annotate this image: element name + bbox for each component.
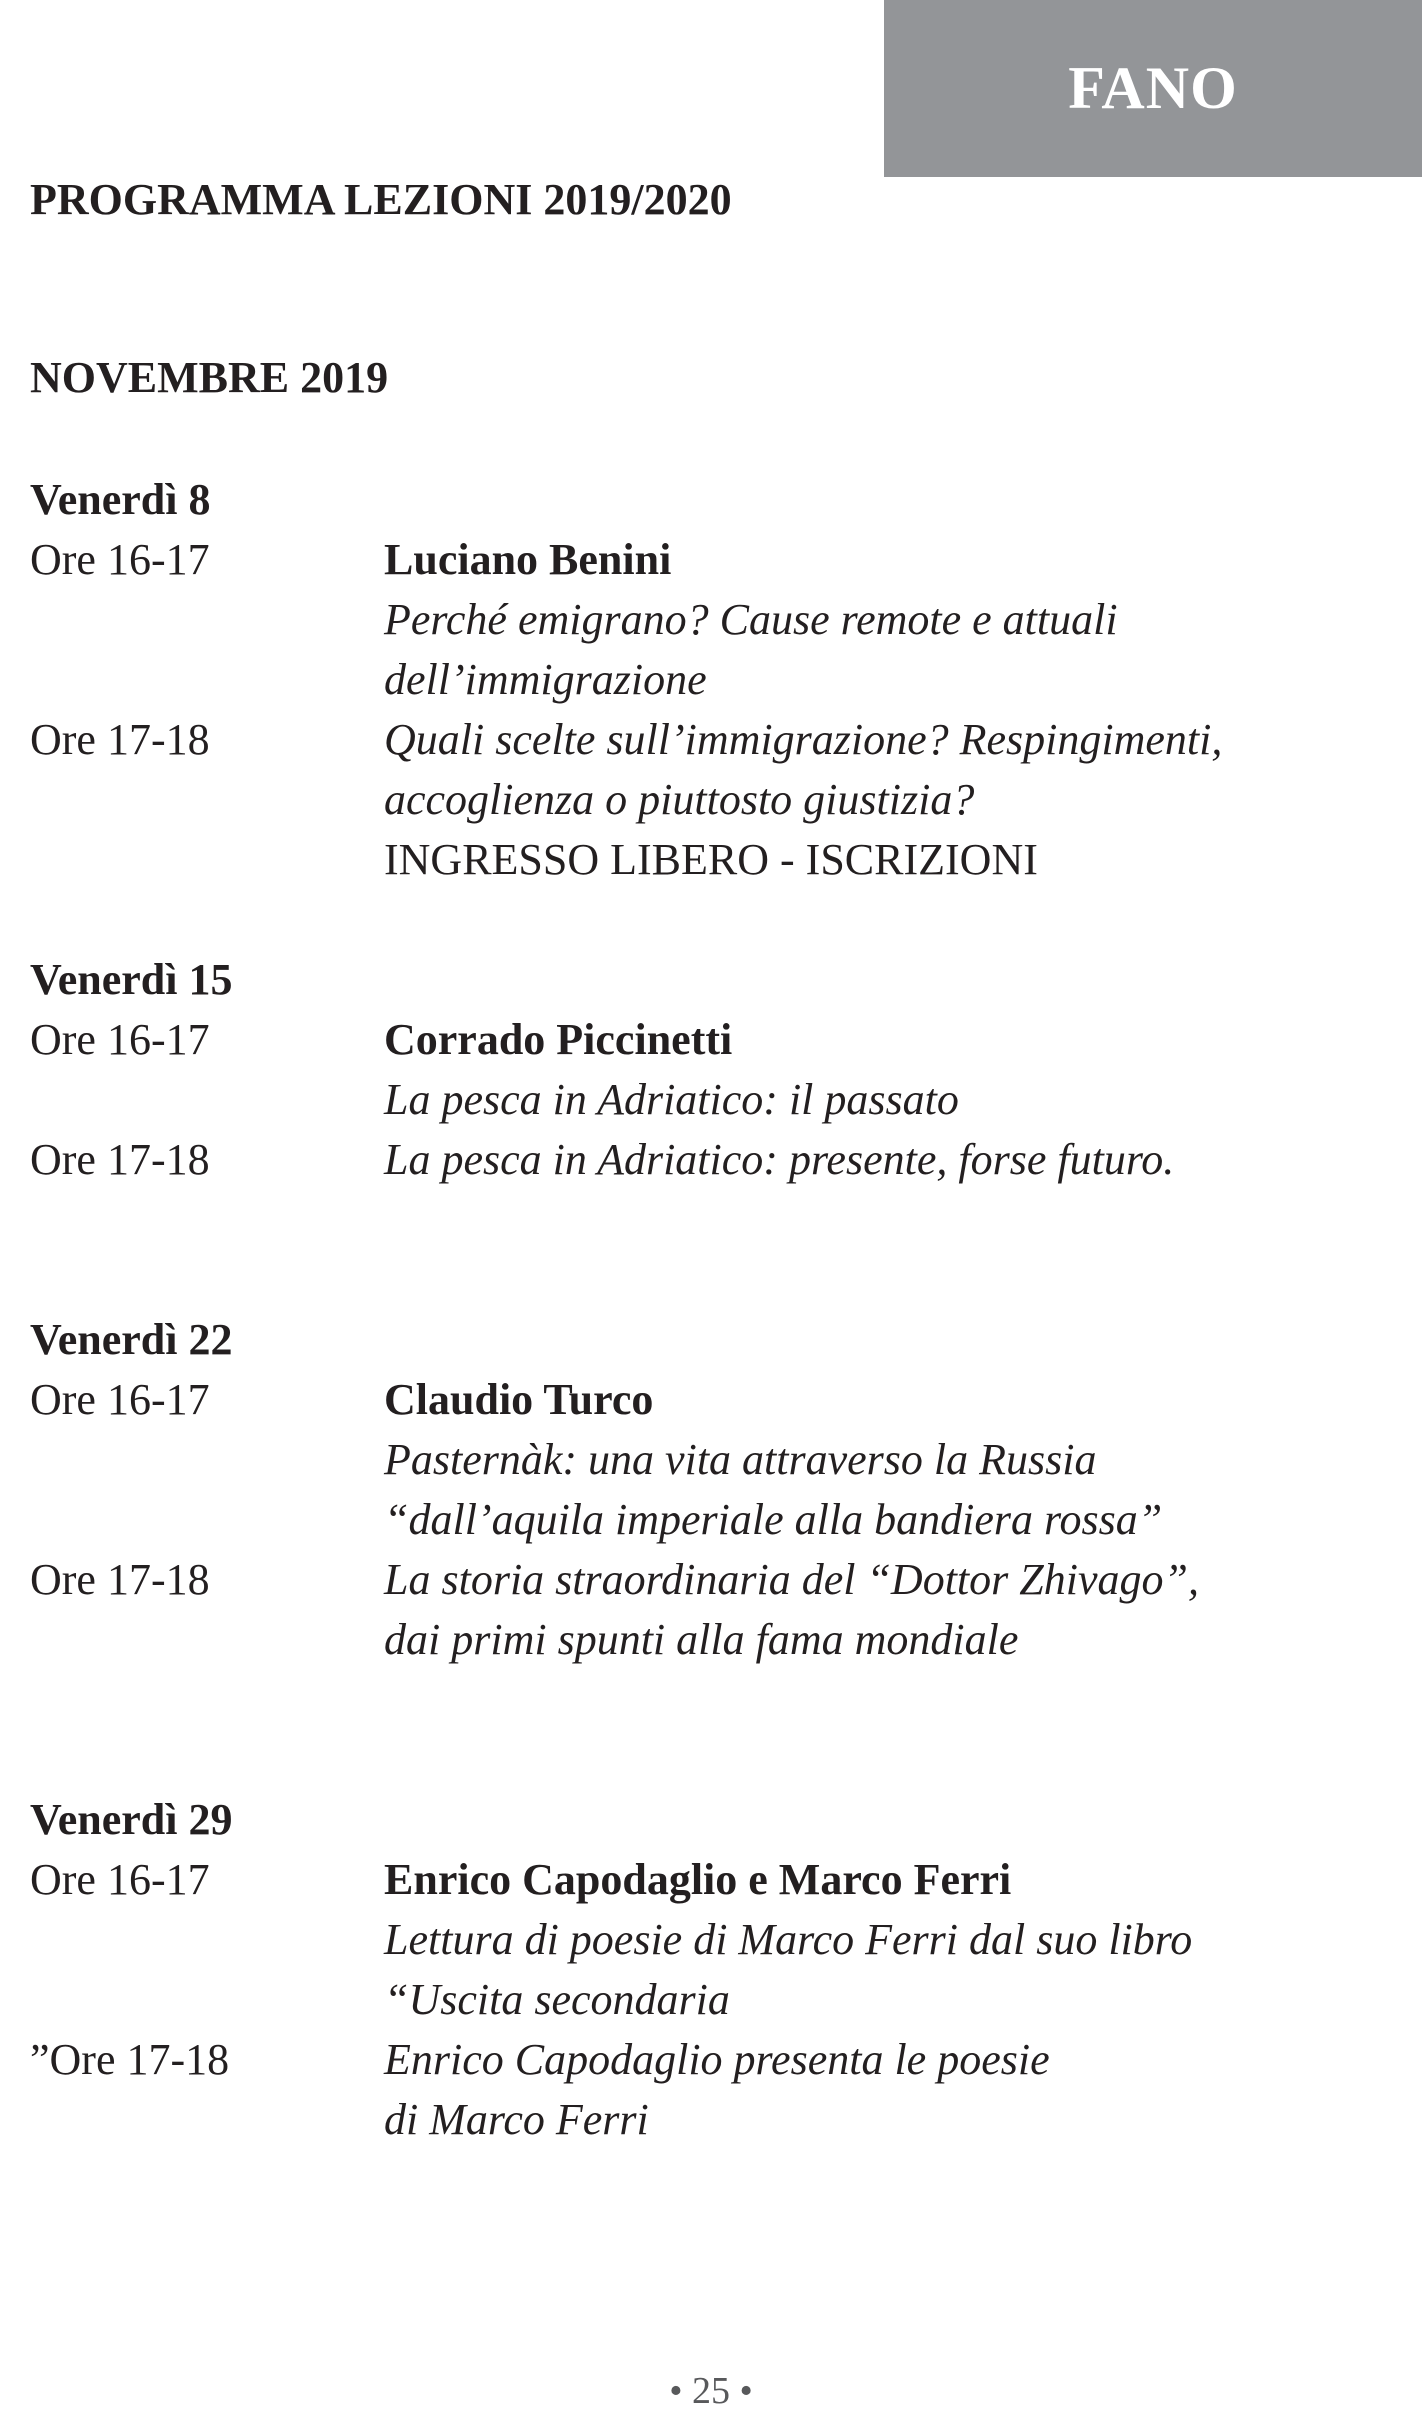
month-heading: NOVEMBRE 2019: [30, 353, 389, 402]
event-speaker: Luciano Benini: [384, 535, 672, 584]
event-talk-line: La pesca in Adriatico: il passato: [384, 1075, 959, 1124]
event-time: Ore 16-17: [30, 535, 210, 584]
event-talk-line: “dall’aquila imperiale alla bandiera rossa”: [384, 1495, 1163, 1544]
event-note: INGRESSO LIBERO - ISCRIZIONI: [384, 835, 1038, 884]
event-speaker: Corrado Piccinetti: [384, 1015, 733, 1064]
event-talk-line: Enrico Capodaglio presenta le poesie: [384, 2035, 1050, 2084]
event-talk-line: di Marco Ferri: [384, 2095, 649, 2144]
page-number: • 25 •: [669, 2370, 753, 2412]
event-talk-line: dell’immigrazione: [384, 655, 707, 704]
event-day: Venerdì 15: [30, 955, 233, 1004]
event-day: Venerdì 29: [30, 1795, 233, 1844]
event-day: Venerdì 8: [30, 475, 211, 524]
event-time: Ore 16-17: [30, 1855, 210, 1904]
event-talk-line: dai primi spunti alla fama mondiale: [384, 1615, 1019, 1664]
event-time: Ore 16-17: [30, 1375, 210, 1424]
event-talk-line: La storia straordinaria del “Dottor Zhivago”,: [384, 1555, 1199, 1604]
event-day: Venerdì 22: [30, 1315, 233, 1364]
event-time: Ore 17-18: [30, 1135, 210, 1184]
event-time: Ore 16-17: [30, 1015, 210, 1064]
program-title: PROGRAMMA LEZIONI 2019/2020: [30, 175, 732, 224]
event-speaker: Claudio Turco: [384, 1375, 654, 1424]
event-talk-line: Perché emigrano? Cause remote e attuali: [384, 595, 1118, 644]
event-talk-line: Pasternàk: una vita attraverso la Russia: [384, 1435, 1097, 1484]
event-time: ”Ore 17-18: [30, 2035, 230, 2084]
event-speaker: Enrico Capodaglio e Marco Ferri: [384, 1855, 1012, 1904]
event-talk-line: “Uscita secondaria: [384, 1975, 730, 2024]
event-time: Ore 17-18: [30, 715, 210, 764]
section-tab-label: FANO: [1068, 55, 1238, 121]
event-talk-line: Quali scelte sull’immigrazione? Respingimenti,: [384, 715, 1223, 764]
event-talk-line: Lettura di poesie di Marco Ferri dal suo libro: [384, 1915, 1193, 1964]
event-talk-line: accoglienza o piuttosto giustizia?: [384, 775, 975, 824]
section-tab: [884, 0, 1422, 177]
event-talk-line: La pesca in Adriatico: presente, forse futuro.: [384, 1135, 1175, 1184]
event-time: Ore 17-18: [30, 1555, 210, 1604]
